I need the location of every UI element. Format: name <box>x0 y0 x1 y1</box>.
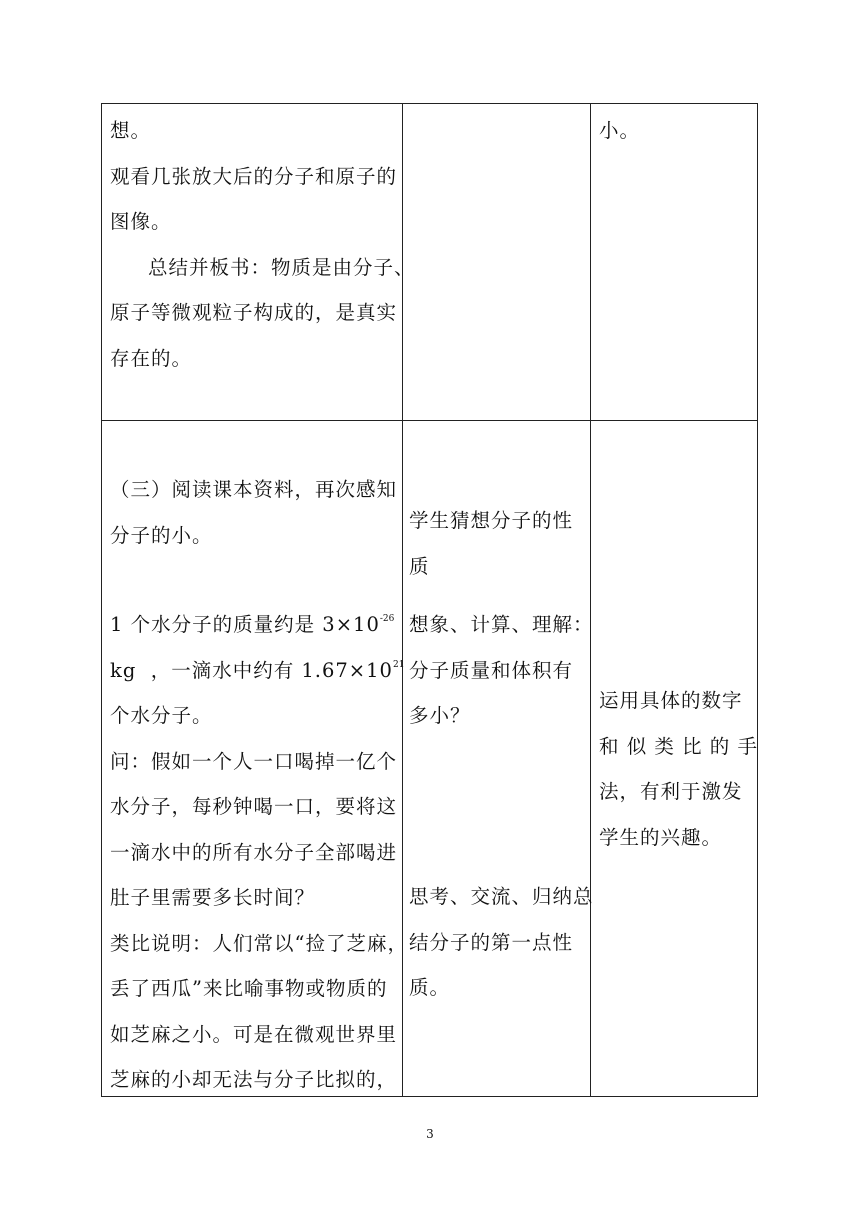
drop-line <box>110 648 408 694</box>
text-line: （三）阅读课本资料，再次感知 <box>110 478 398 501</box>
text-line: 法，有利于激发 <box>599 780 743 803</box>
text-line: 如芝麻之小。可是在微观世界里 <box>110 1022 398 1046</box>
text-line: 和 似 类 比 的 手 <box>599 734 758 758</box>
text-line: 总结并板书：物质是由分子、 <box>148 255 415 279</box>
text-line: 学生的兴趣。 <box>599 825 723 849</box>
text-line: 质 <box>409 554 430 578</box>
text-line: 思考、交流、归纳总 <box>409 885 594 908</box>
text-line: 问：假如一个人一口喝掉一亿个 <box>110 749 398 773</box>
row2-design-intent <box>599 678 758 860</box>
text-line: 水分子，每秒钟喝一口，要将这 <box>110 795 398 818</box>
text-line: 肚子里需要多长时间？ <box>110 886 316 909</box>
table-border-top <box>101 103 758 104</box>
row1-teacher-activity <box>110 108 415 381</box>
text-line: 想象、计算、理解： <box>409 613 594 636</box>
text-line: 结分子的第一点性 <box>409 930 574 954</box>
mass-text: 1 个水分子的质量约是 3×10 <box>110 613 380 636</box>
text-line: 观看几张放大后的分子和原子的 <box>110 164 398 188</box>
text-line: 存在的。 <box>110 346 193 370</box>
text-line: 分子质量和体积有 <box>409 658 574 682</box>
row2-teacher-activity <box>110 467 397 558</box>
row2-teacher-activity-cont <box>110 602 408 1103</box>
text-line: 图像。 <box>110 210 172 233</box>
text-line: 芝麻的小却无法与分子比拟的， <box>110 1068 398 1091</box>
text-line: 类比说明：人们常以“捡了芝麻， <box>110 931 408 955</box>
drop-text: kg ，一滴水中约有 1.67×10 <box>110 658 393 682</box>
text-line: 小。 <box>599 119 641 142</box>
text-line: 原子等微观粒子构成的，是真实 <box>110 301 398 324</box>
text-line: 一滴水中的所有水分子全部喝进 <box>110 840 398 864</box>
text-line: 学生猜想分子的性 <box>409 509 574 532</box>
row2-student-activity-1 <box>409 498 573 589</box>
mass-exponent: -26 <box>379 614 395 624</box>
text-line: 运用具体的数字 <box>599 689 743 712</box>
text-line: 丢了西瓜”来比喻事物或物质的 <box>110 977 388 1000</box>
row2-student-activity-2 <box>409 602 594 739</box>
row2-student-activity-3 <box>409 874 594 1011</box>
lesson-table <box>101 103 758 1097</box>
text-line: 个水分子。 <box>110 704 213 727</box>
text-line: 质。 <box>409 976 451 999</box>
table-border-right <box>757 103 758 1097</box>
table-border-left <box>101 103 102 1097</box>
mass-line <box>110 602 408 648</box>
row1-design-intent <box>599 108 640 154</box>
drop-exponent: 21 <box>392 659 405 670</box>
page-number: 3 <box>426 1127 434 1141</box>
row-divider <box>101 420 758 421</box>
text-line: 分子的小。 <box>110 523 213 547</box>
text-line: 多小？ <box>409 704 471 727</box>
text-line: 想。 <box>110 119 152 142</box>
